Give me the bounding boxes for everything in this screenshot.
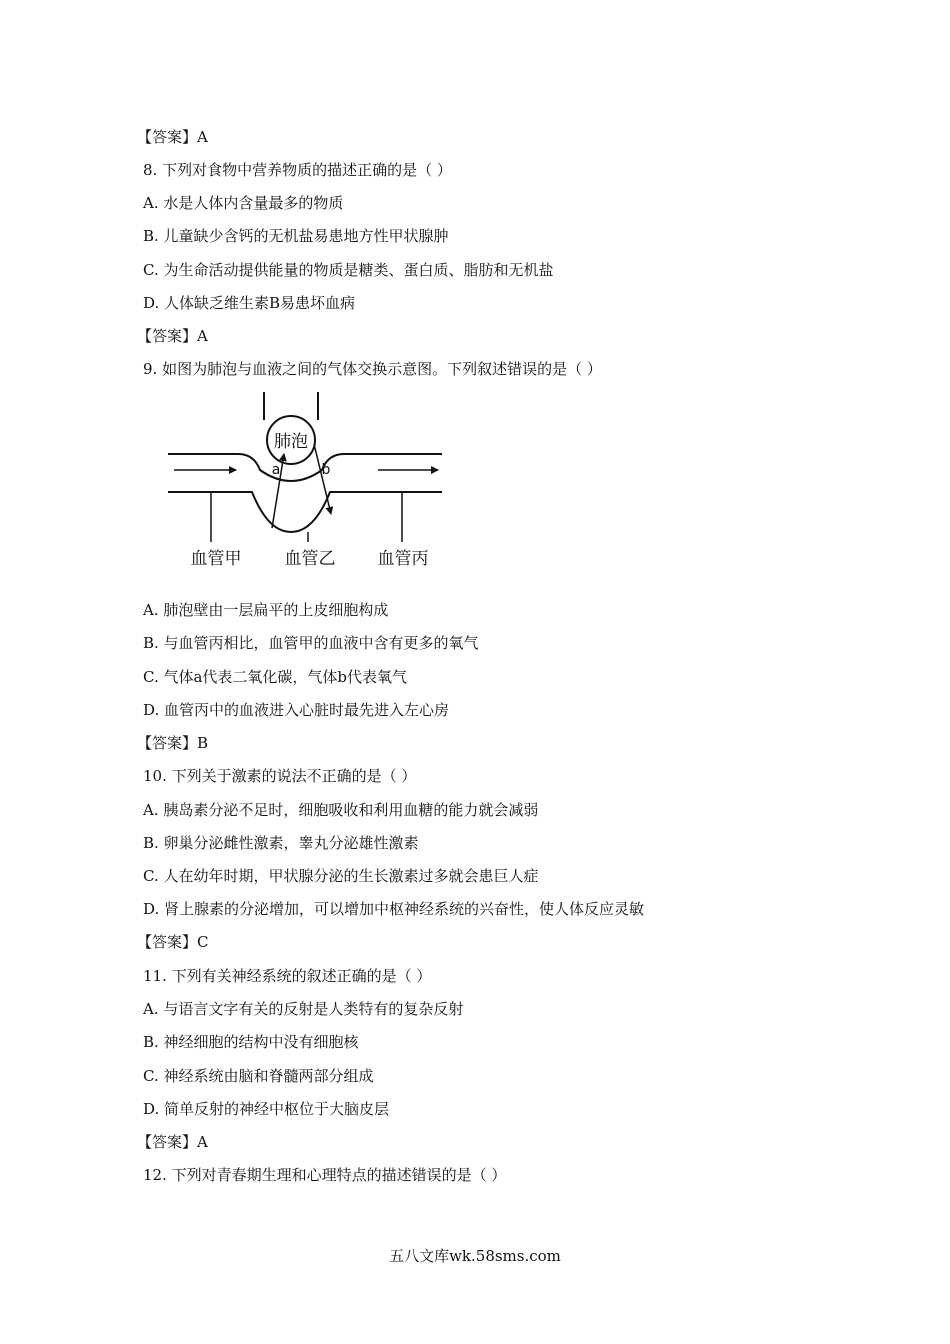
- answer-q8: 【答案】A: [137, 327, 208, 345]
- question-11-option-d: D. 简单反射的神经中枢位于大脑皮层: [143, 1100, 390, 1118]
- question-11-option-c: C. 神经系统由脑和脊髓两部分组成: [143, 1067, 374, 1085]
- vessel-bing-label: 血管丙: [377, 549, 429, 569]
- question-9-option-a: A. 肺泡壁由一层扁平的上皮细胞构成: [143, 601, 389, 619]
- question-11-option-a: A. 与语言文字有关的反射是人类特有的复杂反射: [143, 1000, 464, 1018]
- question-10-option-b: B. 卵巢分泌雌性激素，睾丸分泌雄性激素: [143, 834, 419, 852]
- question-9-option-b: B. 与血管丙相比，血管甲的血液中含有更多的氧气: [143, 634, 479, 652]
- question-12-stem: 12. 下列对青春期生理和心理特点的描述错误的是（ ）: [143, 1166, 507, 1184]
- question-9-option-d: D. 血管丙中的血液进入心脏时最先进入左心房: [143, 701, 450, 719]
- gas-b-label: b: [321, 462, 331, 478]
- question-11-option-b: B. 神经细胞的结构中没有细胞核: [143, 1033, 359, 1051]
- page-footer: 五八文库wk.58sms.com: [389, 1247, 561, 1265]
- vessel-yi-label: 血管乙: [284, 549, 336, 569]
- question-8-option-b: B. 儿童缺少含钙的无机盐易患地方性甲状腺肿: [143, 227, 449, 245]
- question-10-option-c: C. 人在幼年时期，甲状腺分泌的生长激素过多就会患巨人症: [143, 867, 539, 885]
- answer-q11: 【答案】A: [137, 1133, 208, 1151]
- question-8-stem: 8. 下列对食物中营养物质的描述正确的是（ ）: [143, 161, 452, 179]
- question-11-stem: 11. 下列有关神经系统的叙述正确的是（ ）: [143, 967, 432, 985]
- gas-a-label: a: [271, 462, 281, 478]
- answer-q9: 【答案】B: [137, 734, 209, 752]
- vessel-jia-label: 血管甲: [190, 549, 242, 569]
- alveolus-gas-exchange-diagram: [168, 392, 458, 577]
- vessel-lower-wall: [168, 492, 442, 532]
- question-8-option-d: D. 人体缺乏维生素B易患坏血病: [143, 294, 356, 312]
- question-8-option-c: C. 为生命活动提供能量的物质是糖类、蛋白质、脂肪和无机盐: [143, 261, 554, 279]
- answer-q10: 【答案】C: [137, 933, 209, 951]
- question-10-option-d: D. 肾上腺素的分泌增加，可以增加中枢神经系统的兴奋性，使人体反应灵敏: [143, 900, 645, 918]
- question-10-stem: 10. 下列关于激素的说法不正确的是（ ）: [143, 767, 417, 785]
- answer-q7: 【答案】A: [137, 128, 208, 146]
- alveolus-label: 肺泡: [274, 432, 308, 452]
- gas-b-arrow: [314, 444, 331, 514]
- question-10-option-a: A. 胰岛素分泌不足时，细胞吸收和利用血糖的能力就会减弱: [143, 801, 539, 819]
- question-9-option-c: C. 气体a代表二氧化碳，气体b代表氧气: [143, 668, 408, 686]
- question-8-option-a: A. 水是人体内含量最多的物质: [143, 194, 344, 212]
- question-9-stem: 9. 如图为肺泡与血液之间的气体交换示意图。下列叙述错误的是（ ）: [143, 360, 602, 378]
